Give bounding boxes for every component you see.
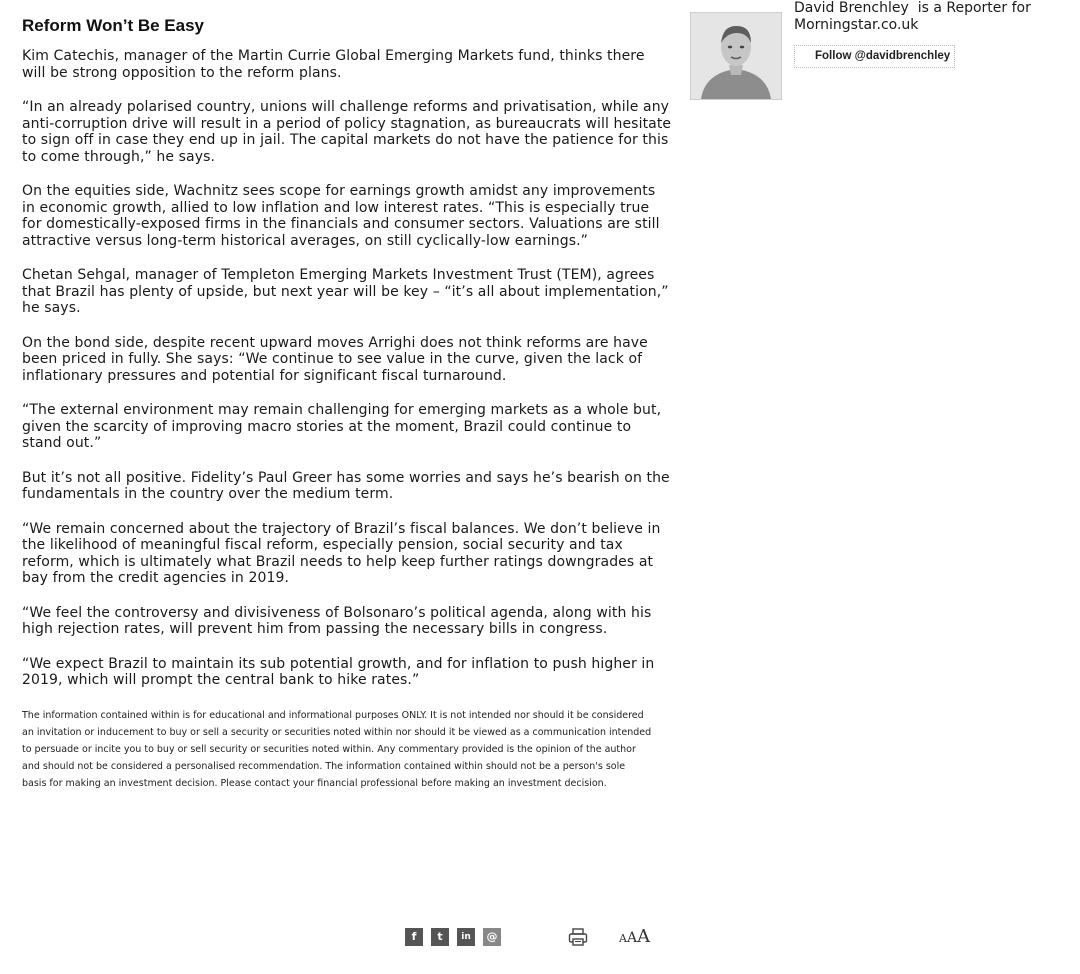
- text-size-medium[interactable]: A: [626, 930, 638, 946]
- author-avatar[interactable]: [690, 12, 782, 100]
- article-paragraph: “In an already polarised country, unions will challenge reforms and privatisation, while any anti-corruption drive will result in a period of policy stagnation, as bureaucrats will hesitate to sign off in case they end up in jail. The capital markets do not have the patience for this to come through,” he says.: [22, 99, 672, 165]
- article-paragraph: “We remain concerned about the trajectory of Brazil’s fiscal balances. We don’t believe in the likelihood of meaningful fiscal reform, especially pension, social security and tax reform, which is ultimately what Brazil needs to help keep further ratings downgrades at bay from the credit agencies in 2019.: [22, 520, 661, 586]
- article-paragraph: On the equities side, Wachnitz sees scope for earnings growth amidst any improvements in economic growth, allied to low inflation and low interest rates. “This is especially true for domestically-exposed firms in the financials and consumer sectors. Valuations are still attractive versus long-term historical averages, on still cyclically-low earnings.”: [22, 183, 660, 249]
- linkedin-glyph: in: [461, 932, 471, 942]
- author-byline: [794, 0, 1064, 34]
- linkedin-share-icon[interactable]: [457, 928, 475, 946]
- article-paragraph: “The external environment may remain challenging for emerging markets as a whole but, given the scarcity of improving macro stories at the moment, Brazil could continue to stand out.”: [22, 402, 662, 451]
- disclaimer-text: The information contained within is for educational and informational purposes ONLY. It is not intended nor should it be considered an invitation or inducement to buy or sell a security or securities noted within nor should it be viewed as a communication intended to persuade or incite you to buy or sell security or securities noted within. Any commentary provided is the opinion of the author and should not be considered a personalised recommendation. The information contained within should not be a person's sole basis for making an investment decision. Please contact your financial professional before making an investment decision.: [22, 709, 652, 789]
- article-paragraph: Chetan Sehgal, manager of Templeton Emerging Markets Investment Trust (TEM), agrees that Brazil has plenty of upside, but next year will be key – “it’s all about implementation,” he says.: [22, 267, 669, 316]
- follow-button-label: Follow @davidbrenchley: [815, 50, 951, 62]
- article-paragraph: Kim Catechis, manager of the Martin Currie Global Emerging Markets fund, thinks there will be strong opposition to the reform plans.: [22, 48, 645, 81]
- email-share-icon[interactable]: [483, 928, 501, 946]
- printer-icon: [567, 926, 589, 948]
- author-outlet: Morningstar.co.uk: [794, 17, 919, 33]
- article-paragraph: “We feel the controversy and divisiveness of Bolsonaro’s political agenda, along with his high rejection rates, will prevent him from passing the necessary bills in congress.: [22, 604, 652, 637]
- article: [22, 16, 672, 792]
- article-paragraph: On the bond side, despite recent upward moves Arrighi does not think reforms are have been priced in fully. She says: “We continue to see value in the curve, given the lack of inflationary pressures and potential for significant fiscal turnaround.: [22, 334, 648, 384]
- facebook-share-icon[interactable]: [405, 928, 423, 946]
- twitter-glyph: t: [437, 930, 443, 943]
- text-size-small[interactable]: A: [619, 932, 627, 945]
- print-icon[interactable]: [567, 926, 589, 948]
- author-role: is a Reporter for: [917, 0, 1031, 16]
- text-size-control[interactable]: [619, 926, 650, 947]
- follow-twitter-button[interactable]: [794, 45, 955, 68]
- email-glyph: @: [486, 930, 498, 943]
- facebook-glyph: f: [411, 930, 417, 943]
- article-paragraph: But it’s not all positive. Fidelity’s Paul Greer has some worries and says he’s bearish on the fundamentals in the country over the medium term.: [22, 469, 670, 502]
- text-size-large[interactable]: A: [637, 926, 651, 947]
- author-name[interactable]: David Brenchley: [794, 0, 909, 16]
- article-toolbar: [405, 926, 665, 948]
- twitter-share-icon[interactable]: [431, 928, 449, 946]
- author-portrait-icon: [691, 13, 781, 99]
- article-paragraph: “We expect Brazil to maintain its sub potential growth, and for inflation to push higher in 2019, which will prompt the central bank to hike rates.”: [22, 655, 655, 688]
- article-headline: Reform Won’t Be Easy: [22, 16, 205, 35]
